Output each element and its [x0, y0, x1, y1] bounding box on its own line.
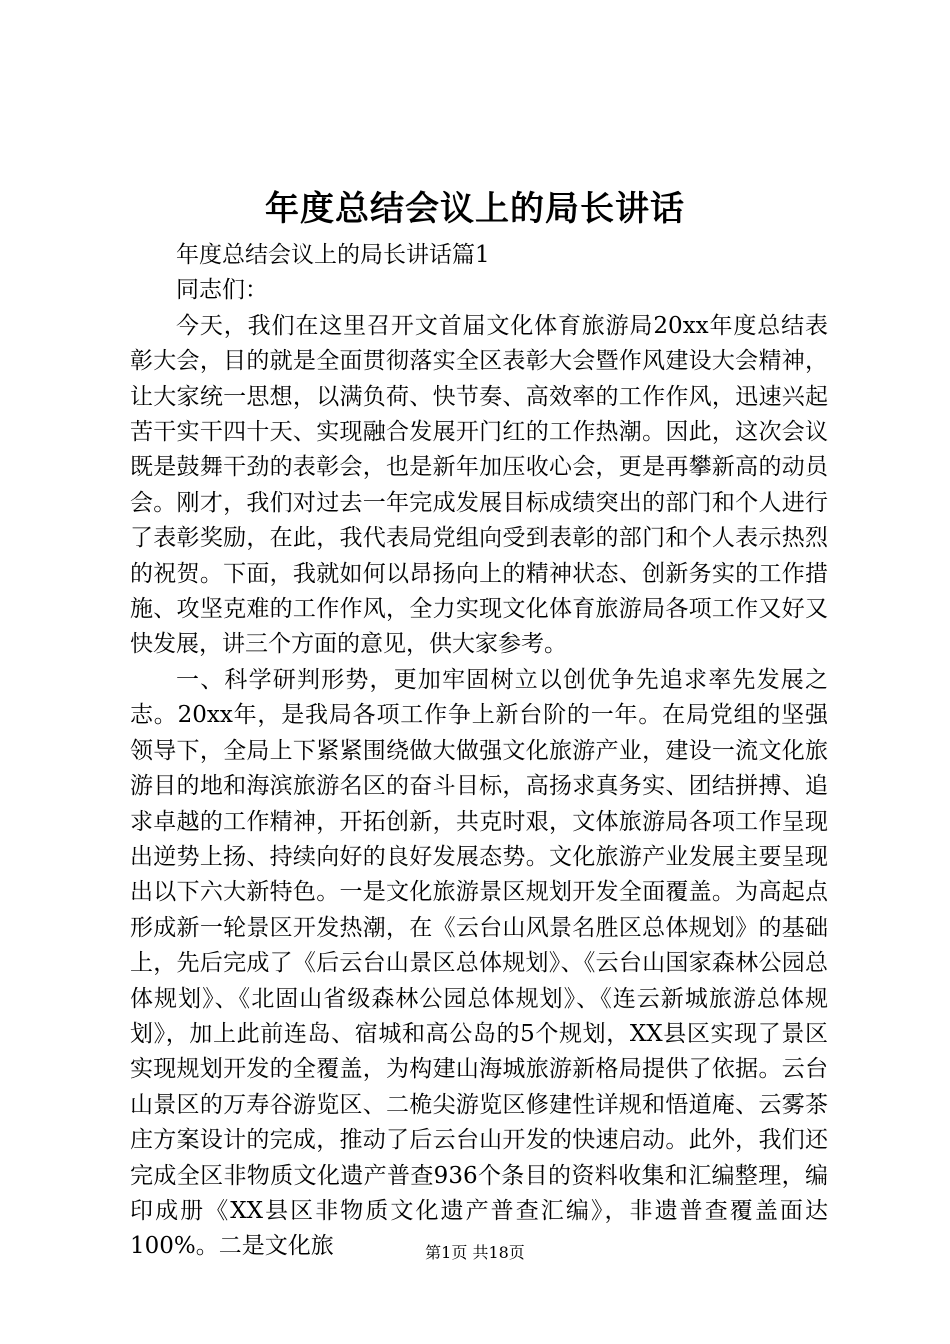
salutation: 同志们：: [176, 277, 268, 304]
document-body: [130, 238, 828, 1265]
paragraph-intro: 今天，我们在这里召开文首届文化体育旅游局20xx年度总结表彰大会，目的就是全面贯彻落实全区表彰大会暨作风建设大会精神，让大家统一思想，以满负荷、快节奏、高效率的工作作风，迅速兴起苦干实干四十天、实现融合发展开门红的工作热潮。因此，这次会议既是鼓舞干劲的表彰会，也是新年加压收心会，更是再攀新高的动员会。刚才，我们对过去一年完成发展目标成绩突出的部门和个人进行了表彰奖励，在此，我代表局党组向受到表彰的部门和个人表示热烈的祝贺。下面，我就如何以昂扬向上的精神状态、创新务实的工作措施、攻坚克难的工作作风，全力实现文化体育旅游局各项工作又好又快发展，讲三个方面的意见，供大家参考。: [130, 312, 828, 658]
page-footer: 第1页 共18页: [425, 1243, 525, 1262]
paragraph-part-one: 一、科学研判形势，更加牢固树立以创优争先追求率先发展之志。20xx年，是我局各项工作争上新台阶的一年。在局党组的坚强领导下，全局上下紧紧围绕做大做强文化旅游产业，建设一流文化旅游目的地和海滨旅游名区的奋斗目标，高扬求真务实、团结拼搏、追求卓越的工作精神，开拓创新，共克时艰，文体旅游局各项工作呈现出逆势上扬、持续向好的良好发展态势。文化旅游产业发展主要呈现出以下六大新特色。一是文化旅游景区规划开发全面覆盖。为高起点形成新一轮景区开发热潮，在《云台山风景名胜区总体规划》的基础上，先后完成了《后云台山景区总体规划》、《云台山国家森林公园总体规划》、《北固山省级森林公园总体规划》、《连云新城旅游总体规划》，加上此前连岛、宿城和高公岛的5个规划，XX县区实现了景区实现规划开发的全覆盖，为构建山海城旅游新格局提供了依据。云台山景区的万寿谷游览区、二桅尖游览区修建性详规和悟道庵、云雾茶庄方案设计的完成，推动了后云台山开发的快速启动。此外，我们还完成全区非物质文化遗产普查936个条目的资料收集和汇编整理，编印成册《XX县区非物质文化遗产普查汇编》，非遗普查覆盖面达100%。二是文化旅: [130, 666, 828, 1260]
document-title: 年度总结会议上的局长讲话: [265, 189, 685, 229]
section-heading: 年度总结会议上的局长讲话篇1: [176, 242, 490, 268]
